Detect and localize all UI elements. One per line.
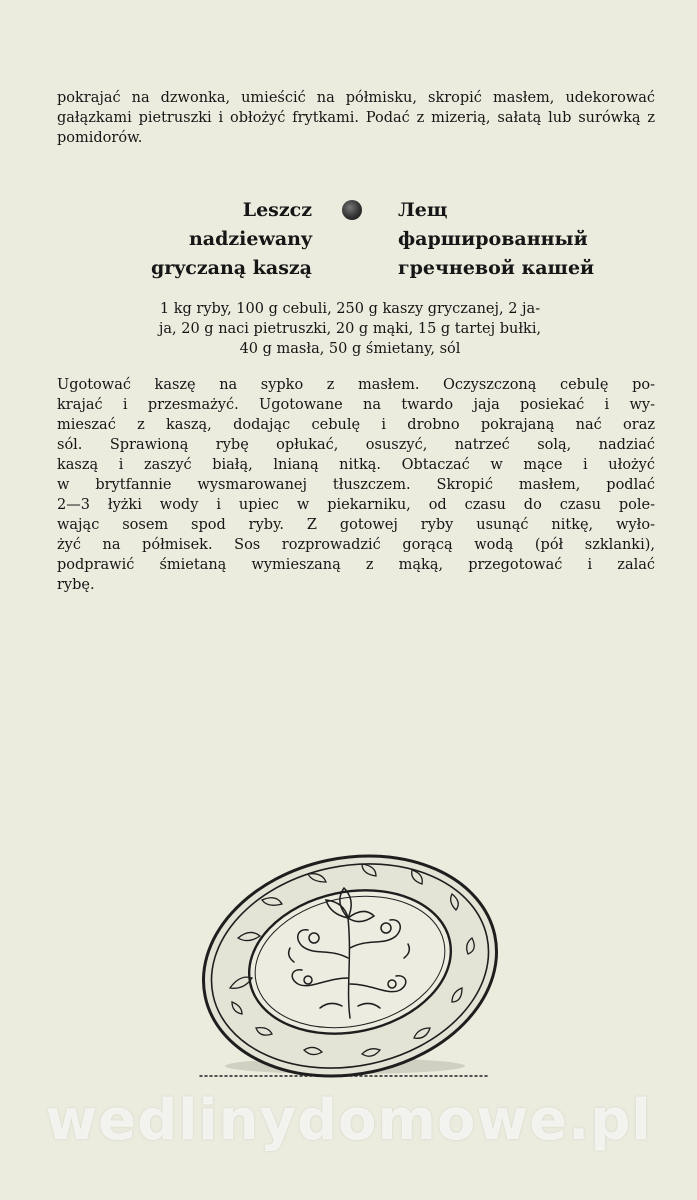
method-line: 2—3 łyżki wody i upiec w piekarniku, od czasu do czasu pole-	[57, 497, 655, 513]
intro-paragraph	[57, 88, 655, 148]
intro-line: udekorować gałązkami pietruszki i obłożyć frytkami. Podać z	[57, 90, 655, 126]
method-line: rybę.	[57, 577, 95, 593]
method-line: w brytfannie wysmarowanej tłuszczem. Skropić masłem, podlać	[57, 477, 655, 493]
title-line: Лещ	[398, 199, 448, 221]
watermark-text: wedlinydomowe.pl	[45, 1088, 652, 1153]
method-line: mieszać z kaszą, dodając cebulę i drobno pokrajaną nać oraz	[57, 417, 655, 433]
ingredients-line: 1 kg ryby, 100 g cebuli, 250 g kaszy gryczanej, 2 ja-	[159, 301, 541, 317]
ingredients-line: 40 g masła, 50 g śmietany, sól	[239, 341, 461, 357]
ingredients-list	[100, 299, 600, 359]
bullet-dot-icon	[342, 200, 362, 220]
intro-line: pokrajać na dzwonka, umieścić na półmisku, skropić masłem,	[57, 90, 555, 106]
recipe-title-polish	[120, 196, 312, 283]
method-line: Ugotować kaszę na sypko z masłem. Oczyszczoną cebulę po-	[57, 377, 655, 393]
recipe-title-russian	[398, 196, 628, 283]
method-line: sól. Sprawioną rybę opłukać, osuszyć, natrzeć solą, nadziać	[57, 437, 655, 453]
method-line: podprawić śmietaną wymieszaną z mąką, przegotować i zalać	[57, 557, 655, 573]
title-line: gryczaną kaszą	[150, 257, 312, 279]
title-line: Leszcz	[242, 199, 312, 221]
method-line: krajać i przesmażyć. Ugotowane na twardo jaja posiekać i wy-	[57, 397, 655, 413]
method-line: żyć na półmisek. Sos rozprowadzić gorącą wodą (pół szklanki),	[57, 537, 655, 553]
method-line: kaszą i zaszyć białą, lnianą nitką. Obtaczać w mące i ułożyć	[57, 457, 655, 473]
title-line: гречневой кашей	[398, 257, 595, 279]
intro-line: mizerią, sałatą lub surówką z pomidorów.	[57, 110, 655, 146]
decorated-platter-icon	[190, 838, 510, 1088]
ingredients-line: ja, 20 g naci pietruszki, 20 g mąki, 15 g tartej bułki,	[158, 321, 542, 337]
method-line: wając sosem spod ryby. Z gotowej ryby usunąć nitkę, wyło-	[57, 517, 655, 533]
method-paragraph	[57, 375, 655, 595]
title-line: nadziewany	[188, 228, 312, 250]
title-line: фаршированный	[398, 228, 588, 250]
